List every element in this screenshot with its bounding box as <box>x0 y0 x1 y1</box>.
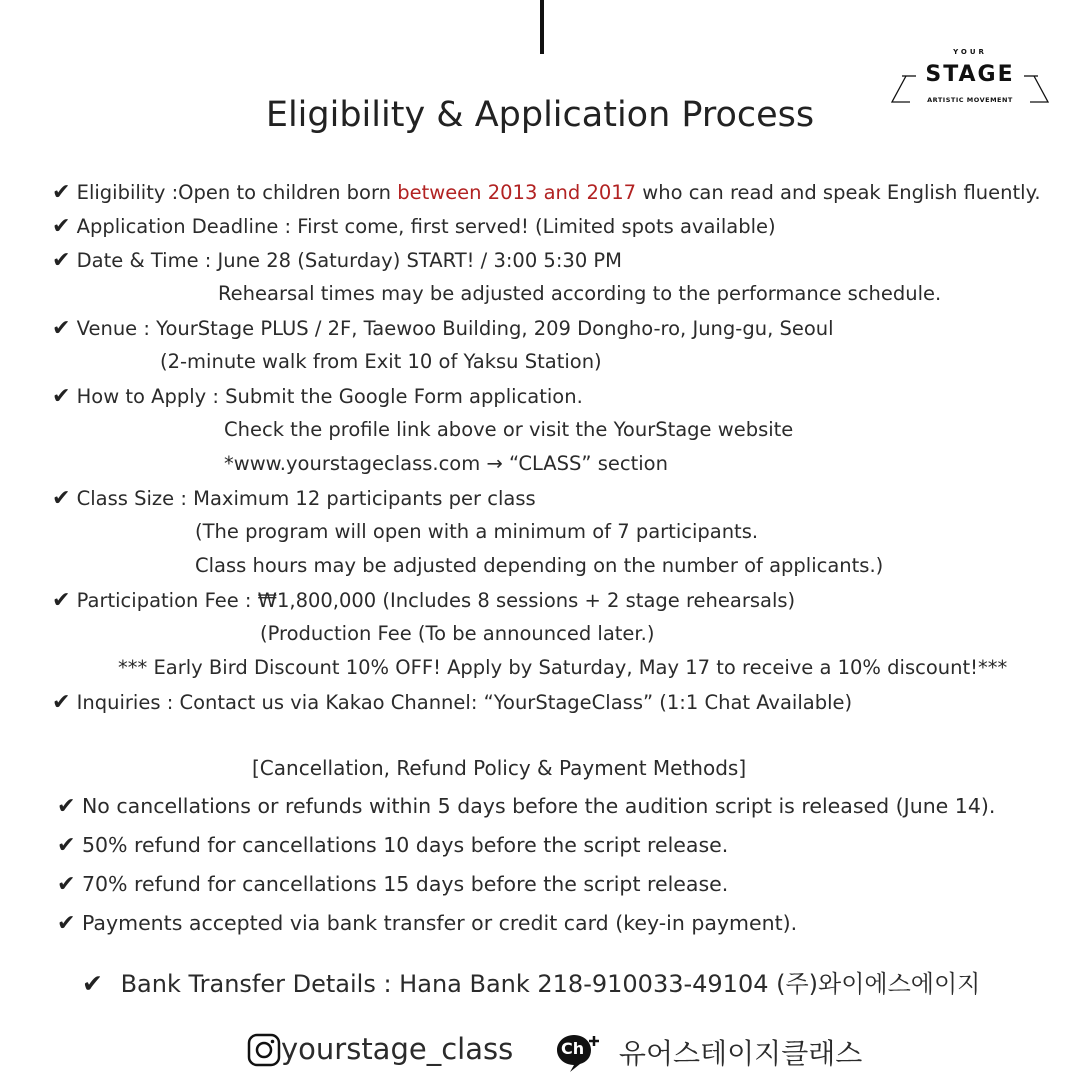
instagram-icon <box>247 1033 281 1067</box>
kakao-channel[interactable] <box>556 1032 862 1072</box>
policy-item-text: 70% refund for cancellations 15 days before the script release. <box>81 872 729 896</box>
eligibility-text-end: who can read and speak English fluently. <box>636 181 1041 204</box>
date-line <box>52 248 622 273</box>
class-size-text: Class Size : Maximum 12 participants per class <box>76 487 536 510</box>
apply-note-2: *www.yourstageclass.com → “CLASS” section <box>224 452 668 475</box>
apply-text: How to Apply : Submit the Google Form application. <box>76 385 583 408</box>
instagram-handle[interactable] <box>247 1032 513 1072</box>
policy-item-text: 50% refund for cancellations 10 days before the script release. <box>81 833 729 857</box>
check-icon: ✔ <box>52 316 71 341</box>
instagram-text: yourstage_class <box>281 1032 514 1066</box>
eligibility-text: Eligibility :Open to children born <box>76 181 398 204</box>
early-bird-note: *** Early Bird Discount 10% OFF! Apply by Saturday, May 17 to receive a 10% discount!*** <box>118 656 1008 679</box>
logo-your: YOUR <box>953 48 987 56</box>
policy-heading: [Cancellation, Refund Policy & Payment Methods] <box>252 756 747 780</box>
policy-item <box>57 872 728 897</box>
apply-line <box>52 384 583 409</box>
check-icon: ✔ <box>82 969 103 998</box>
fee-note: (Production Fee (To be announced later.) <box>260 622 655 645</box>
eligibility-highlight: between 2013 and 2017 <box>397 181 637 204</box>
venue-note: (2-minute walk from Exit 10 of Yaksu Station) <box>160 350 602 373</box>
kakao-channel-icon <box>556 1033 600 1073</box>
check-icon: ✔ <box>52 214 71 239</box>
kakao-channel-name: 유어스테이지클래스 <box>618 1037 863 1070</box>
policy-item-text: Payments accepted via bank transfer or credit card (key-in payment). <box>81 911 798 935</box>
top-divider <box>540 0 544 54</box>
bank-transfer-line <box>82 964 980 999</box>
policy-item <box>57 794 995 819</box>
policy-item <box>57 911 797 936</box>
fee-line <box>52 588 795 613</box>
check-icon: ✔ <box>52 180 71 205</box>
policy-item <box>57 833 728 858</box>
deadline-text: Application Deadline : First come, first served! (Limited spots available) <box>76 215 776 238</box>
check-icon: ✔ <box>52 384 71 409</box>
policy-item-text: No cancellations or refunds within 5 days before the audition script is released (June 14). <box>81 794 996 818</box>
check-icon: ✔ <box>52 690 71 715</box>
fee-text: Participation Fee : ₩1,800,000 (Includes 8 sessions + 2 stage rehearsals) <box>76 589 796 612</box>
check-icon: ✔ <box>57 794 76 819</box>
inquiries-text: Inquiries : Contact us via Kakao Channel: “YourStageClass” (1:1 Chat Available) <box>76 691 853 714</box>
deadline-line <box>52 214 776 239</box>
eligibility-line <box>52 180 1041 205</box>
class-size-note-1: (The program will open with a minimum of 7 participants. <box>195 520 759 543</box>
venue-text: Venue : YourStage PLUS / 2F, Taewoo Building, 209 Dongho-ro, Jung-gu, Seoul <box>76 317 834 340</box>
logo-stage: STAGE <box>925 62 1015 87</box>
page-title: Eligibility & Application Process <box>265 95 815 135</box>
date-note: Rehearsal times may be adjusted according to the performance schedule. <box>218 282 942 305</box>
bank-transfer-text: Bank Transfer Details : Hana Bank 218-910033-49104 (주)와이에스에이지 <box>120 970 981 998</box>
check-icon: ✔ <box>57 911 76 936</box>
check-icon: ✔ <box>52 486 71 511</box>
check-icon: ✔ <box>52 248 71 273</box>
venue-line <box>52 316 834 341</box>
date-text: Date & Time : June 28 (Saturday) START! / 3:00 5:30 PM <box>76 249 623 272</box>
class-size-line <box>52 486 536 511</box>
kakao-ch-label: Ch <box>561 1039 585 1058</box>
check-icon: ✔ <box>57 872 76 897</box>
class-size-note-2: Class hours may be adjusted depending on the number of applicants.) <box>195 554 884 577</box>
check-icon: ✔ <box>52 588 71 613</box>
check-icon: ✔ <box>57 833 76 858</box>
logo-artistic: ARTISTIC MOVEMENT <box>927 96 1013 104</box>
inquiries-line <box>52 690 852 715</box>
apply-note-1: Check the profile link above or visit the YourStage website <box>224 418 794 441</box>
